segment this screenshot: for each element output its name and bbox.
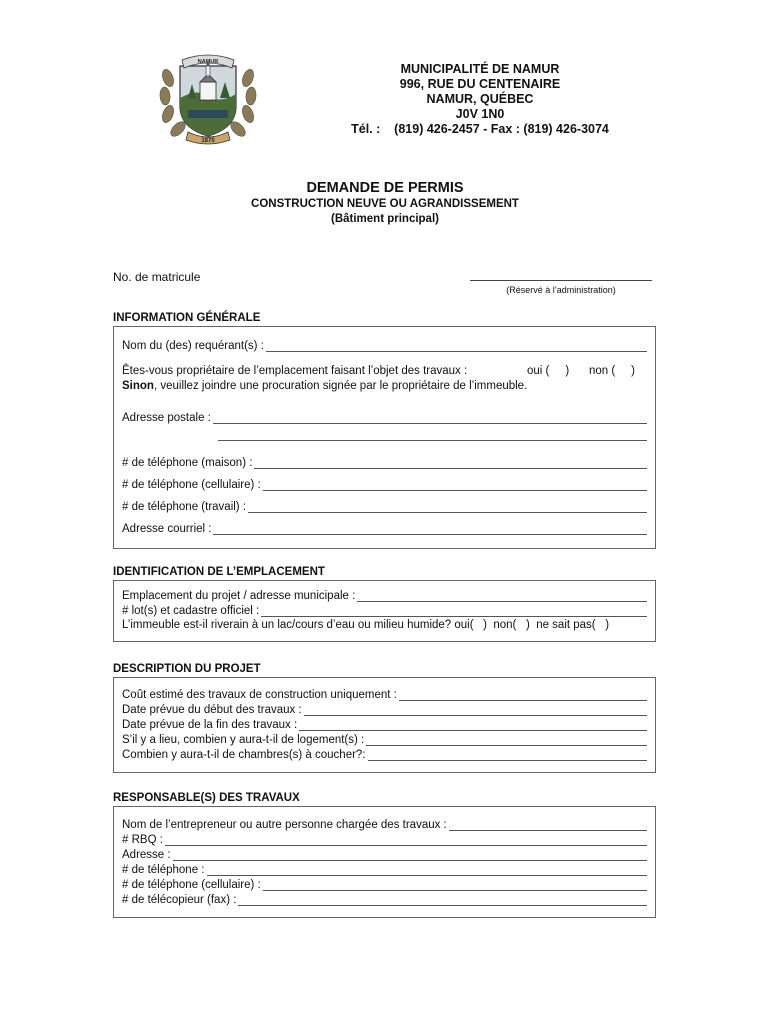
form-subtitle-building: (Bâtiment principal) [331,213,439,225]
resp-fax-field[interactable] [238,894,647,906]
entrepreneur-label: Nom de l’entrepreneur ou autre personne chargée des travaux : [122,819,447,831]
tel-travail-row [122,498,647,513]
resp-adresse-field[interactable] [173,849,647,861]
adresse-postale-label: Adresse postale : [122,412,211,424]
tel-cell-label: # de téléphone (cellulaire) : [122,479,261,491]
proprietaire-question: Êtes-vous propriétaire de l’emplacement faisant l’objet des travaux : [122,365,468,377]
municipality-city: NAMUR, QUÉBEC [426,92,534,106]
riverain-question[interactable]: L’immeuble est-il riverain à un lac/cours d’eau ou milieu humide? oui( ) non( ) ne sait pas( ) [122,619,610,631]
procuration-text: , veuillez joindre une procuration signée par le propriétaire de l’immeuble. [153,380,528,392]
cout-field[interactable] [399,689,647,701]
proprietaire-non-option[interactable]: non ( ) [589,365,636,377]
section-title-projet: DESCRIPTION DU PROJET [113,663,261,675]
emplacement-adresse-field[interactable] [357,590,647,602]
resp-tel-field[interactable] [207,864,648,876]
debut-row [122,701,647,716]
requerant-label: Nom du (des) requérant(s) : [122,340,264,352]
entrepreneur-field[interactable] [449,819,647,831]
requerant-row [122,337,647,352]
emplacement-adresse-row [122,587,647,602]
adresse-postale-row-2 [122,426,647,441]
entrepreneur-row [122,816,647,831]
rbq-field[interactable] [165,834,647,846]
fin-field[interactable] [299,719,647,731]
resp-tel-label: # de téléphone : [122,864,205,876]
resp-fax-row [122,891,647,906]
chambres-field[interactable] [368,749,647,761]
logo-year-text: 1870 [201,138,215,144]
resp-fax-label: # de télécopieur (fax) : [122,894,237,906]
resp-tel-row [122,861,647,876]
logements-field[interactable] [366,734,647,746]
courriel-field[interactable] [213,523,647,535]
chambres-row [122,746,647,761]
requerant-field[interactable] [266,340,647,352]
procuration-note [122,380,647,395]
resp-cell-row [122,876,647,891]
matricule-admin-note: (Réservé à l’administration) [506,285,616,295]
section-title-general: INFORMATION GÉNÉRALE [113,312,261,324]
adresse-postale-row [122,409,647,424]
logo-banner-text: NAMUR [197,59,219,65]
municipality-address: 996, RUE DU CENTENAIRE [399,77,561,91]
adresse-postale-field-2[interactable] [218,429,647,441]
proprietaire-oui-option[interactable]: oui ( ) [527,365,570,377]
projet-box [113,677,656,773]
resp-cell-label: # de téléphone (cellulaire) : [122,879,261,891]
municipality-header [300,62,660,137]
general-info-box [113,326,656,549]
tel-maison-label: # de téléphone (maison) : [122,457,253,469]
logements-label: S’il y a lieu, combien y aura-t-il de logement(s) : [122,734,365,746]
emplacement-adresse-label: Emplacement du projet / adresse municipale : [122,590,356,602]
tel-travail-field[interactable] [248,501,647,513]
fin-row [122,716,647,731]
fin-label: Date prévue de la fin des travaux : [122,719,298,731]
tel-travail-label: # de téléphone (travail) : [122,501,247,513]
emplacement-box [113,580,656,642]
municipal-coat-of-arms-icon [158,48,258,148]
debut-label: Date prévue du début des travaux : [122,704,302,716]
tel-cell-row [122,476,647,491]
section-title-emplacement: IDENTIFICATION DE L’EMPLACEMENT [113,566,325,578]
sinon-bold: Sinon [122,380,154,392]
tel-maison-field[interactable] [254,457,647,469]
cout-label: Coût estimé des travaux de construction uniquement : [122,689,397,701]
resp-cell-field[interactable] [263,879,647,891]
municipality-postal-code: J0V 1N0 [455,107,505,121]
tel-maison-row [122,454,647,469]
municipality-phone-fax: Tél. : (819) 426-2457 - Fax : (819) 426-3074 [351,122,609,136]
courriel-row [122,520,647,535]
lots-label: # lot(s) et cadastre officiel : [122,605,260,617]
section-title-responsables: RESPONSABLE(S) DES TRAVAUX [113,792,300,804]
chambres-label: Combien y aura-t-il de chambres(s) à coucher?: [122,749,366,761]
municipality-name: MUNICIPALITÉ DE NAMUR [400,62,560,76]
form-subtitle-type: CONSTRUCTION NEUVE OU AGRANDISSEMENT [251,198,519,210]
form-title: DEMANDE DE PERMIS [306,180,464,196]
rbq-row [122,831,647,846]
form-subtitle [0,197,770,227]
resp-adresse-row [122,846,647,861]
rbq-label: # RBQ : [122,834,163,846]
tel-cell-field[interactable] [263,479,647,491]
resp-adresse-label: Adresse : [122,849,171,861]
debut-field[interactable] [304,704,647,716]
courriel-label: Adresse courriel : [122,523,212,535]
adresse-postale-field[interactable] [213,412,647,424]
matricule-field[interactable] [470,266,652,281]
lots-row [122,602,647,617]
lots-field[interactable] [261,605,647,617]
responsables-box [113,806,656,918]
matricule-label: No. de matricule [113,270,201,284]
logements-row [122,731,647,746]
cout-row [122,686,647,701]
